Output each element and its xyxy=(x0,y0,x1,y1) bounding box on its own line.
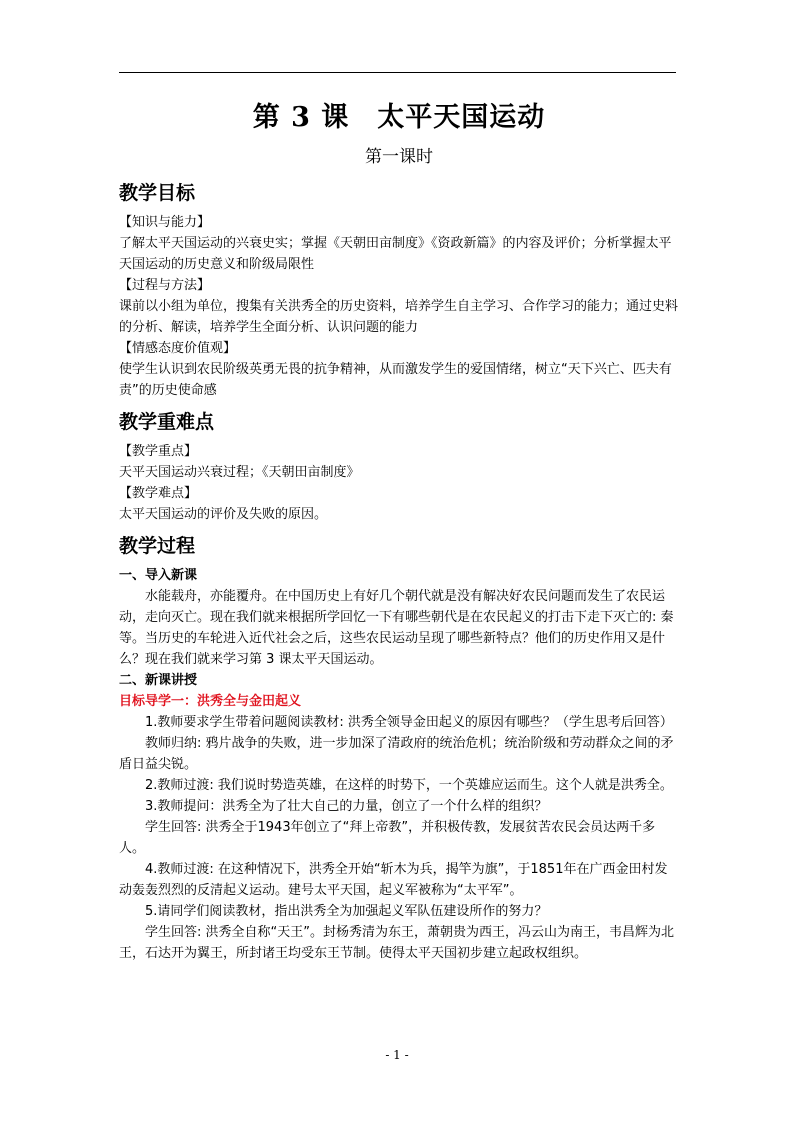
guide-heading-1: 目标导学一：洪秀全与金田起义 xyxy=(119,694,302,709)
intro-text: 水能载舟，亦能覆舟。在中国历史上有好几个朝代就是没有解决好农民问题而发生了农民运动，走向灭亡。现在我们就来根据所学回忆一下有哪些朝代是在农民起义的打击下走下灭亡的: 秦等。当历史的车轮进入近代社会之后，这些农民运动呈现了哪些新特点？他们的历史作用又是什么？现在我们就来学习第 3 课太平天国运动。 xyxy=(119,589,674,667)
process-text: 课前以小组为单位，搜集有关洪秀全的历史资料，培养学生自主学习、合作学习的能力；通过史料的分析、解读，培养学生全面分析、认识问题的能力 xyxy=(119,299,679,335)
goals-heading: 教学目标 xyxy=(119,182,196,204)
paragraph-4: 3.教师提问：洪秀全为了壮大自己的力量，创立了一个什么样的组织？ xyxy=(145,799,548,814)
difficult-text: 太平天国运动的评价及失败的原因。 xyxy=(119,507,328,522)
document-content xyxy=(119,96,679,964)
lesson-subtitle: 第一课时 xyxy=(365,147,433,167)
paragraph-1: 1.教师要求学生带着问题阅读教材: 洪秀全领导金田起义的原因有哪些？（学生思考后回答） xyxy=(145,715,673,730)
process-heading: 教学过程 xyxy=(119,535,196,557)
attitude-label: 【情感态度价值观】 xyxy=(119,341,237,356)
lesson-title: 第 3 课 太平天国运动 xyxy=(252,102,546,133)
paragraph-3: 2.教师过渡: 我们说时势造英雄，在这样的时势下，一个英雄应运而生。这个人就是洪秀全。 xyxy=(145,778,673,793)
keypoints-heading: 教学重难点 xyxy=(119,411,215,433)
key-label: 【教学重点】 xyxy=(119,444,198,459)
paragraph-2: 教师归纳: 鸦片战争的失败，进一步加深了清政府的统治危机；统治阶级和劳动群众之间的矛盾日益尖锐。 xyxy=(119,736,674,772)
knowledge-label: 【知识与能力】 xyxy=(119,215,211,230)
page-number: - 1 - xyxy=(385,1048,409,1062)
attitude-text: 使学生认识到农民阶级英勇无畏的抗争精神，从而激发学生的爱国情绪，树立“天下兴亡、匹夫有责”的历史使命感 xyxy=(119,362,672,398)
intro-heading: 一、导入新课 xyxy=(119,568,198,583)
paragraph-7: 5.请同学们阅读教材，指出洪秀全为加强起义军队伍建设所作的努力？ xyxy=(145,904,548,919)
difficult-label: 【教学难点】 xyxy=(119,486,198,501)
key-text: 天平天国运动兴衰过程；《天朝田亩制度》 xyxy=(119,465,360,480)
header-rule xyxy=(119,72,676,73)
knowledge-text: 了解太平天国运动的兴衰史实；掌握《天朝田亩制度》《资政新篇》的内容及评价；分析掌握太平天国运动的历史意义和阶级局限性 xyxy=(119,236,672,272)
process-label: 【过程与方法】 xyxy=(119,278,211,293)
new-lesson-heading: 二、新课讲授 xyxy=(119,673,198,688)
paragraph-5: 学生回答: 洪秀全于1943年创立了“拜上帝教”，并积极传教，发展贫苦农民会员达两千多人。 xyxy=(119,820,656,856)
paragraph-8: 学生回答: 洪秀全自称“天王”。封杨秀清为东王，萧朝贵为西王，冯云山为南王，韦昌辉为北王，石达开为翼王，所封诸王均受东王节制。使得太平天国初步建立起政权组织。 xyxy=(119,925,674,961)
paragraph-6: 4.教师过渡: 在这种情况下，洪秀全开始“斩木为兵，揭竿为旗”，于1851年在广西金田村发动轰轰烈烈的反清起义运动。建号太平天国，起义军被称为“太平军”。 xyxy=(119,862,668,898)
